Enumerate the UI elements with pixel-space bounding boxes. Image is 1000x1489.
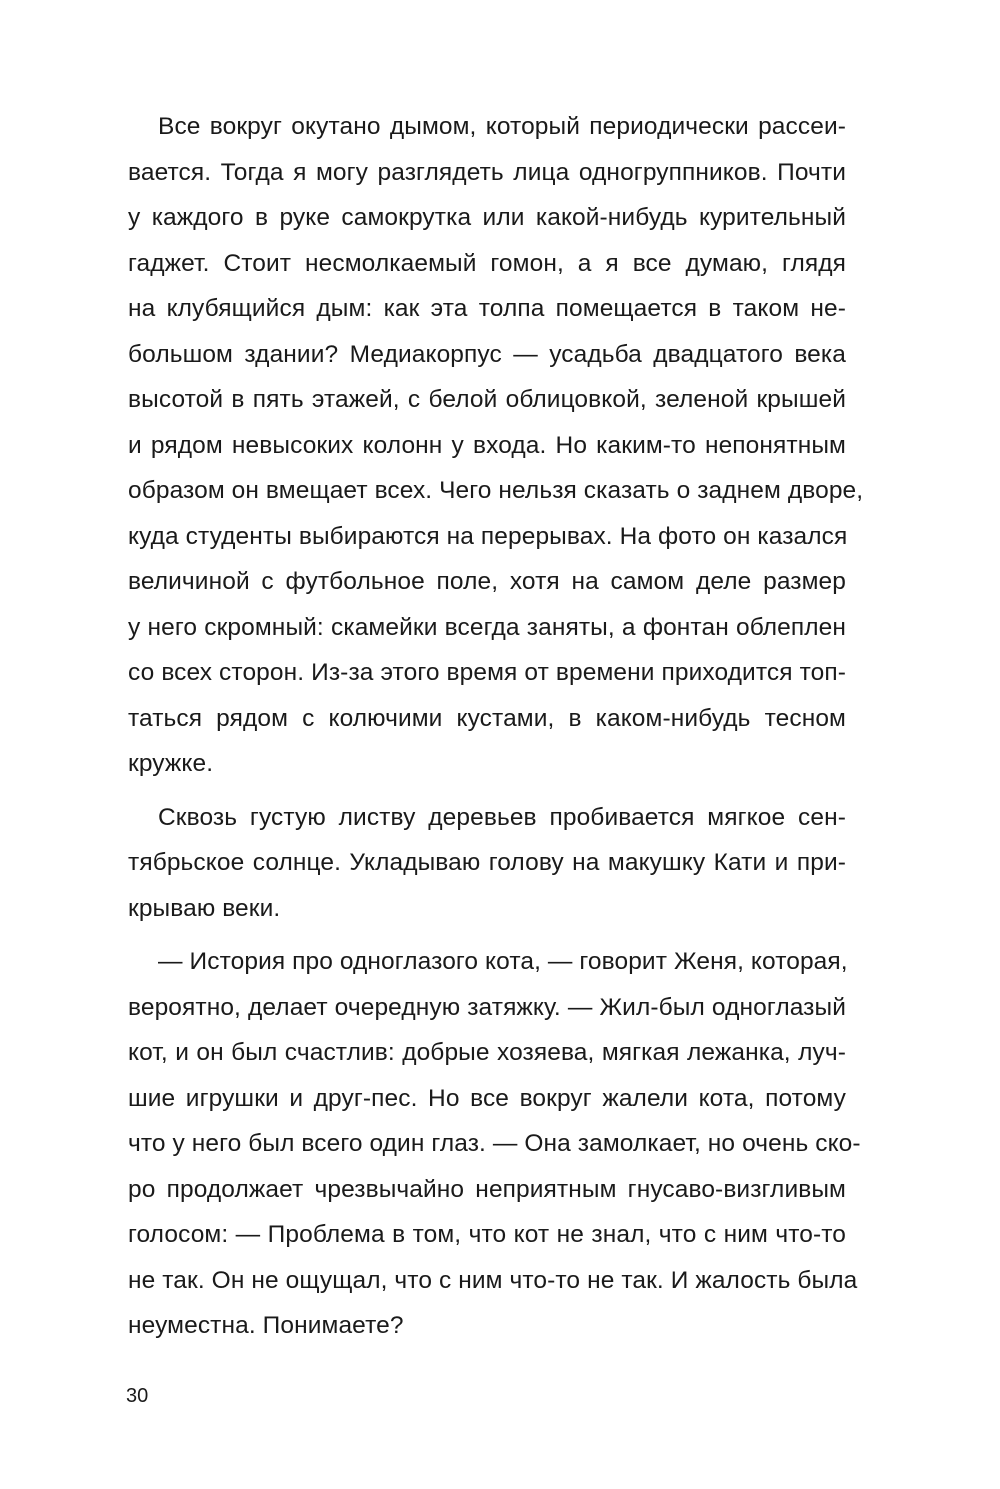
text-line: большом здании? Медиакорпус — усадьба двадцатого века [128, 340, 846, 368]
text-line: на клубящийся дым: как эта толпа помещается в таком не- [128, 295, 846, 322]
text-line: кружке. [128, 750, 214, 777]
text-line: величиной с футбольное поле, хотя на самом деле размер [128, 568, 846, 595]
text-line: Сквозь густую листву деревьев пробивается мягкое сен- [158, 803, 846, 831]
book-page-text [128, 104, 864, 1357]
text-line: кот, и он был счастлив: добрые хозяева, мягкая лежанка, луч- [128, 1039, 846, 1066]
text-line: таться рядом с колючими кустами, в каком-нибудь тесном [128, 704, 846, 732]
paragraph-one-eyed-cat-story [128, 939, 861, 1349]
text-line: вероятно, делает очередную затяжку. — Жил-был одноглазый [128, 993, 846, 1021]
text-line: со всех сторон. Из-за этого время от времени приходится топ- [128, 659, 846, 686]
text-line: — История про одноглазого кота, — говорит Женя, которая, [158, 948, 848, 975]
text-line: у него скромный: скамейки всегда заняты, а фонтан облеплен [128, 613, 846, 641]
text-line: у каждого в руке самокрутка или какой-нибудь курительный [128, 204, 846, 231]
text-line: неуместна. Понимаете? [128, 1312, 404, 1339]
text-line: крываю веки. [128, 894, 281, 922]
text-line: гаджет. Стоит несмолкаемый гомон, а я все думаю, глядя [128, 249, 846, 277]
text-line: не так. Он не ощущал, что с ним что-то не так. И жалость была [128, 1266, 858, 1294]
text-line: Все вокруг окутано дымом, который периодически рассеи- [158, 113, 846, 140]
text-line: высотой в пять этажей, с белой облицовкой, зеленой крышей [128, 386, 846, 413]
text-line: голосом: — Проблема в том, что кот не знал, что с ним что-то [128, 1221, 846, 1248]
text-line: тябрьское солнце. Укладываю голову на макушку Кати и при- [128, 849, 846, 876]
text-line: что у него был всего один глаз. — Она замолкает, но очень ско- [128, 1130, 861, 1157]
text-line: шие игрушки и друг-пес. Но все вокруг жалели кота, потому [128, 1084, 846, 1112]
text-line: ро продолжает чрезвычайно неприятным гнусаво-визгливым [128, 1175, 846, 1203]
paragraph-smoke-courtyard [128, 104, 864, 787]
text-line: вается. Тогда я могу разглядеть лица одногруппников. Почти [128, 158, 846, 186]
text-line: куда студенты выбираются на перерывах. На фото он казался [128, 522, 848, 550]
text-line: образом он вмещает всех. Чего нельзя сказать о заднем дворе, [128, 477, 864, 504]
text-line: и рядом невысоких колонн у входа. Но каким-то непонятным [128, 431, 846, 459]
paragraph-september-sun [128, 795, 846, 932]
page-number: 30 [126, 1385, 149, 1407]
